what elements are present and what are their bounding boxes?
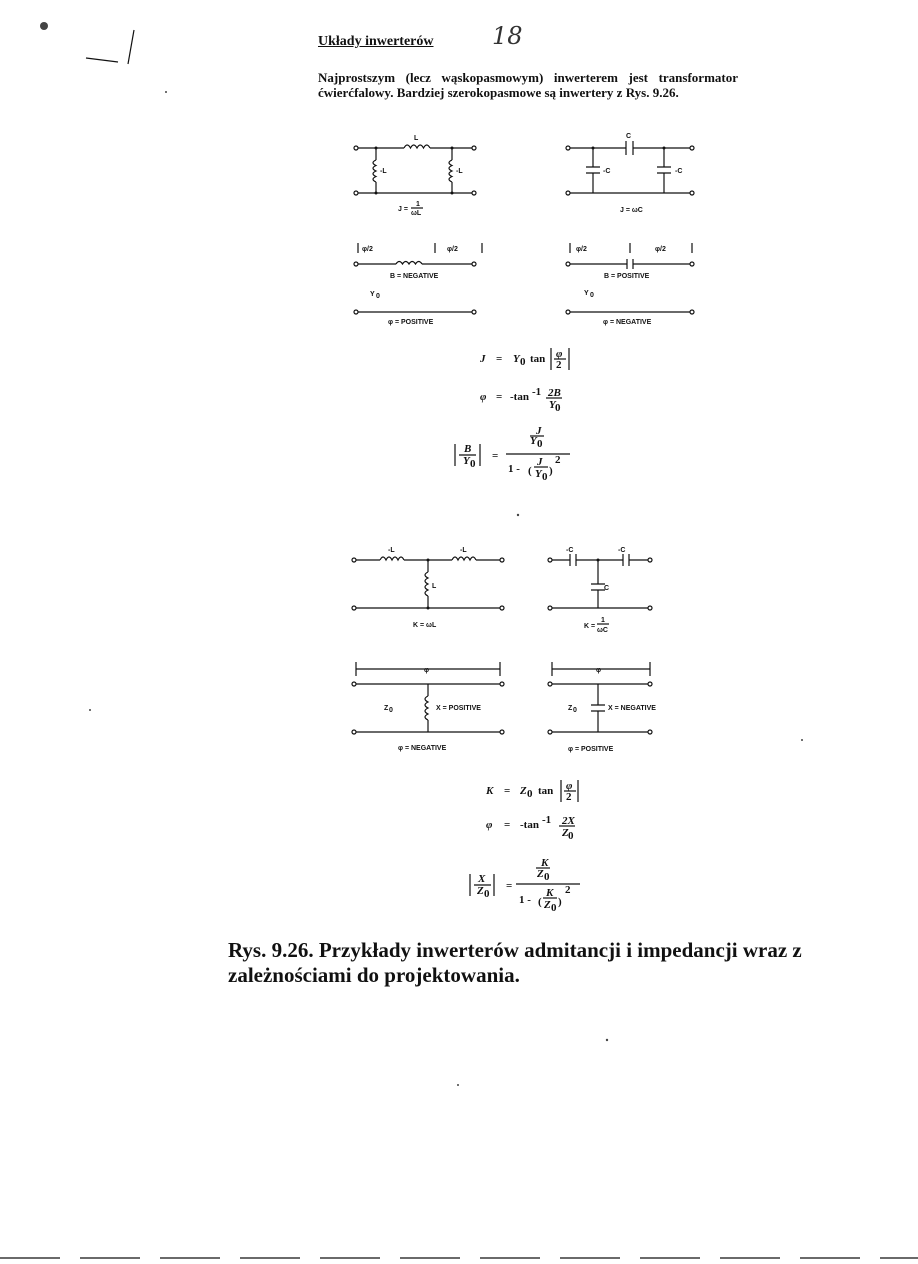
segment-label: φ: [596, 667, 602, 674]
svg-text:0: 0: [544, 871, 550, 883]
j-equation-3: [455, 425, 570, 483]
svg-text:=: =: [506, 880, 513, 892]
svg-text:0: 0: [551, 902, 557, 914]
svg-text:K: K: [546, 887, 554, 899]
svg-text:X: X: [478, 873, 486, 885]
k-equation-3: [470, 857, 580, 914]
k-inverter-capacitor-network: [548, 547, 652, 634]
label-neg-l-right: -L: [456, 168, 463, 175]
label-neg-c-right: -C: [675, 168, 683, 175]
j-inverter-capacitor-network: [566, 133, 694, 214]
svg-text:0: 0: [484, 888, 490, 900]
y0-label: Y: [584, 290, 589, 297]
k-inverter-line-negative-x: [548, 662, 656, 753]
svg-text:Z: Z: [562, 827, 569, 839]
svg-text:Y: Y: [530, 435, 537, 447]
j-inverter-inductor-network: [354, 135, 476, 217]
svg-text:Z: Z: [477, 885, 484, 897]
svg-text:tan: tan: [530, 353, 546, 365]
z0-label: Z: [568, 705, 573, 712]
svg-text:2: 2: [555, 454, 561, 466]
svg-text:Z: Z: [520, 785, 527, 797]
svg-text:tan: tan: [538, 785, 554, 797]
j-inverter-line-negative-b: [354, 243, 482, 326]
svg-text:1 -: 1 -: [508, 463, 520, 475]
formula-num: 1: [601, 617, 605, 624]
segment-label-left: φ/2: [576, 246, 587, 253]
phi-negative-label: φ = NEGATIVE: [398, 745, 447, 752]
svg-text:2: 2: [566, 791, 572, 803]
formula-den: ωL: [411, 210, 422, 217]
formula-prefix: K =: [584, 623, 596, 630]
formula-num: 1: [416, 201, 420, 208]
svg-text:Y: Y: [513, 353, 520, 365]
label-l-series: L: [414, 135, 419, 142]
svg-text:-tan: -tan: [510, 391, 529, 403]
formula-j-omega-c: J = ωC: [620, 207, 643, 214]
j-inverter-line-positive-b: [566, 243, 694, 326]
svg-text:2X: 2X: [562, 815, 575, 827]
intro-paragraph: Najprostszym (lecz wąskopasmowym) inwerterem jest transformator ćwierćfalowy. Bardziej szerokopasmowe są inwertery z Rys. 9.26.: [318, 70, 738, 100]
svg-text:0: 0: [537, 438, 543, 450]
label-neg-l-right: -L: [460, 547, 467, 554]
formula-k-omega-l: K = ωL: [413, 622, 437, 629]
svg-text:=: =: [496, 353, 503, 365]
phi-negative-label: φ = NEGATIVE: [603, 319, 652, 326]
segment-label-right: φ/2: [447, 246, 458, 253]
k-equation-2: [486, 814, 576, 842]
svg-text:Y: Y: [463, 455, 470, 467]
label-c-shunt: C: [604, 585, 610, 592]
svg-text:(: (: [528, 465, 532, 477]
segment-label-right: φ/2: [655, 246, 666, 253]
svg-text:Y: Y: [549, 399, 556, 411]
phi-positive-label: φ = POSITIVE: [388, 319, 434, 326]
svg-text:K: K: [541, 857, 549, 869]
section-heading: Układy inwerterów: [318, 34, 434, 49]
svg-text:0: 0: [568, 830, 574, 842]
figure-caption: Rys. 9.26. Przykłady inwerterów admitancji i impedancji wraz z zależnościami do projektowania.: [228, 938, 802, 987]
z0-label: Z: [384, 705, 389, 712]
b-positive-label: B = POSITIVE: [604, 273, 650, 280]
svg-text:-tan: -tan: [520, 819, 539, 831]
scan-marks: [0, 22, 918, 1258]
svg-text:J: J: [480, 353, 486, 365]
svg-text:1 -: 1 -: [519, 894, 531, 906]
segment-label-left: φ/2: [362, 246, 373, 253]
svg-text:J: J: [536, 425, 542, 437]
svg-text:0: 0: [542, 471, 548, 483]
svg-text:2B: 2B: [548, 387, 561, 399]
label-neg-c-left: -C: [603, 168, 611, 175]
svg-text:=: =: [504, 819, 511, 831]
svg-text:): ): [549, 465, 553, 477]
svg-text:-1: -1: [542, 814, 552, 826]
formula-prefix: J =: [398, 206, 408, 213]
svg-text:Z: Z: [544, 899, 551, 911]
svg-text:0: 0: [527, 788, 533, 800]
svg-text:0: 0: [555, 402, 561, 414]
handwritten-page-number: 18: [492, 22, 523, 50]
svg-text:=: =: [492, 450, 499, 462]
y0-label: Y: [370, 291, 375, 298]
x-negative-label: X = NEGATIVE: [608, 705, 656, 712]
svg-text:0: 0: [470, 458, 476, 470]
svg-text:=: =: [496, 391, 503, 403]
k-inverter-inductor-network: [352, 547, 504, 629]
k-inverter-line-positive-x: [352, 662, 504, 752]
label-neg-c-right: -C: [618, 547, 626, 554]
label-neg-l-left: -L: [388, 547, 395, 554]
phi-positive-label: φ = POSITIVE: [568, 746, 614, 753]
svg-text:φ: φ: [556, 348, 563, 360]
svg-text:2: 2: [556, 359, 562, 371]
svg-text:φ: φ: [566, 780, 573, 792]
svg-text:B: B: [464, 443, 472, 455]
formula-den: ωC: [597, 627, 608, 634]
svg-text:Y: Y: [535, 468, 542, 480]
label-c-series: C: [626, 133, 632, 140]
label-neg-c-left: -C: [566, 547, 574, 554]
svg-text:-1: -1: [532, 386, 542, 398]
svg-text:(: (: [538, 896, 542, 908]
svg-text:J: J: [537, 456, 543, 468]
j-equation-2: [480, 386, 562, 414]
z0-sub: 0: [573, 707, 577, 714]
segment-label: φ: [424, 667, 430, 674]
label-neg-l-left: -L: [380, 168, 387, 175]
y0-sub: 0: [590, 292, 594, 299]
svg-text:0: 0: [520, 356, 526, 368]
svg-text:): ): [558, 896, 562, 908]
svg-text:=: =: [504, 785, 511, 797]
j-equation-1: [479, 348, 569, 371]
svg-text:φ: φ: [486, 819, 493, 831]
label-l-shunt: L: [432, 583, 437, 590]
k-equation-1: [485, 780, 578, 803]
x-positive-label: X = POSITIVE: [436, 705, 481, 712]
b-negative-label: B = NEGATIVE: [390, 273, 439, 280]
svg-text:K: K: [486, 785, 494, 797]
svg-text:φ: φ: [480, 391, 487, 403]
y0-sub: 0: [376, 293, 380, 300]
svg-text:Z: Z: [537, 868, 544, 880]
svg-text:2: 2: [565, 884, 571, 896]
z0-sub: 0: [389, 707, 393, 714]
